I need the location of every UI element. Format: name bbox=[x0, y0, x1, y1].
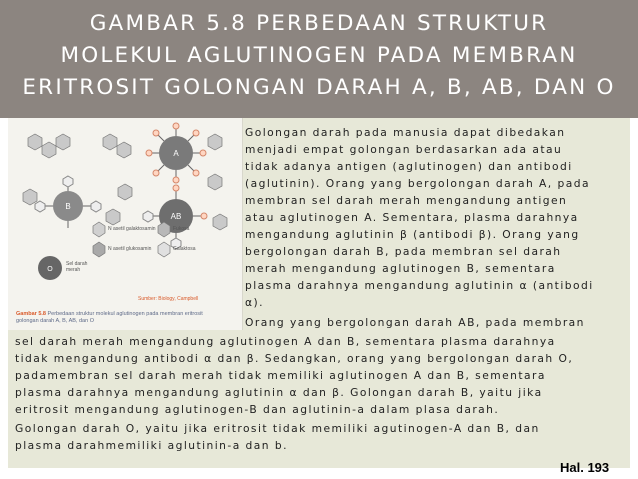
text-line: padamembran sel darah merah tidak memiliki aglutinogen A dan B, sementara bbox=[15, 369, 546, 382]
slide-content bbox=[8, 118, 630, 468]
text-line: α). bbox=[245, 296, 264, 309]
figure-caption bbox=[16, 311, 216, 325]
text-line: (aglutinin). Orang yang bergolongan darah A, pada bbox=[245, 177, 590, 190]
text-line: plasma darahnya mengandung aglutinin α dan β. Golongan darah B, yaitu jika bbox=[15, 386, 543, 399]
caption-text: Perbedaan struktur molekul aglutinogen pada membran eritrosit golongan darah A, B, AB, dan O bbox=[16, 311, 203, 324]
title-line-3: ERITROSIT GOLONGAN DARAH A, B, AB, DAN O bbox=[22, 75, 616, 100]
text-line: Golongan darah pada manusia dapat dibedakan bbox=[245, 126, 566, 139]
caption-number: Gambar 5.8 bbox=[16, 311, 46, 317]
text-line: mengandung aglutinin β (antibodi β). Orang yang bbox=[245, 228, 580, 241]
text-line: sel darah merah mengandung aglutinogen A dan B, sementara plasma darahnya bbox=[15, 335, 556, 348]
cell-ab-diagram bbox=[143, 185, 207, 249]
figure-illustration bbox=[8, 118, 242, 330]
text-line: membran sel darah merah mengandung antigen bbox=[245, 194, 568, 207]
text-line: Golongan darah O, yaitu jika eritrosit tidak memiliki agutinogen-A dan B, dan bbox=[15, 422, 540, 435]
figure-source: Sumber: Biology, Campbell bbox=[138, 296, 199, 302]
slide-title-bar bbox=[0, 0, 638, 118]
title-line-2: MOLEKUL AGLUTINOGEN PADA MEMBRAN bbox=[60, 43, 578, 68]
label-ab: AB bbox=[170, 212, 182, 221]
cell-o-diagram bbox=[38, 256, 62, 280]
label-o: O bbox=[47, 266, 53, 273]
legend-sel-darah: Sel darah merah bbox=[66, 261, 88, 273]
slide-title bbox=[0, 8, 638, 104]
title-line-1: GAMBAR 5.8 PERBEDAAN STRUKTUR bbox=[89, 11, 549, 36]
text-line: Orang yang bergolongan darah AB, pada membran bbox=[245, 316, 585, 329]
page-reference: Hal. 193 bbox=[560, 460, 610, 475]
text-line: menjadi empat golongan berdasarkan ada atau bbox=[245, 143, 563, 156]
label-a: A bbox=[173, 149, 179, 158]
legend-glukosamin: N asetil glukosamin bbox=[108, 246, 152, 252]
text-line: tidak adanya antigen (aglutinogen) dan antibodi bbox=[245, 160, 573, 173]
text-line: eritrosit mengandung aglutinogen-B dan aglutinin-a dalam plasa darah. bbox=[15, 403, 500, 416]
text-line: atau aglutinogen A. Sementara, plasma darahnya bbox=[245, 211, 579, 224]
figure-aglutinogen bbox=[8, 118, 243, 330]
legend-galaktosamin: N asetil galaktosamin bbox=[108, 226, 156, 232]
label-b: B bbox=[65, 202, 71, 211]
cell-b-diagram bbox=[35, 176, 101, 228]
text-line: bergolongan darah B, pada membran sel darah bbox=[245, 245, 562, 258]
legend-fukosa: Fukosa bbox=[173, 226, 190, 232]
cell-a-diagram bbox=[146, 123, 206, 183]
text-line: merah mengandung aglutinogen B, sementara bbox=[245, 262, 556, 275]
legend-galaktosa: Galaktosa bbox=[173, 246, 196, 252]
text-line: tidak mengandung antibodi α dan β. Sedangkan, orang yang bergolongan darah O, bbox=[15, 352, 574, 365]
text-line: plasma darahnya mengandung aglutinin α (antibodi bbox=[245, 279, 594, 292]
text-line: plasma darahmemiliki aglutinin-a dan b. bbox=[15, 439, 288, 452]
